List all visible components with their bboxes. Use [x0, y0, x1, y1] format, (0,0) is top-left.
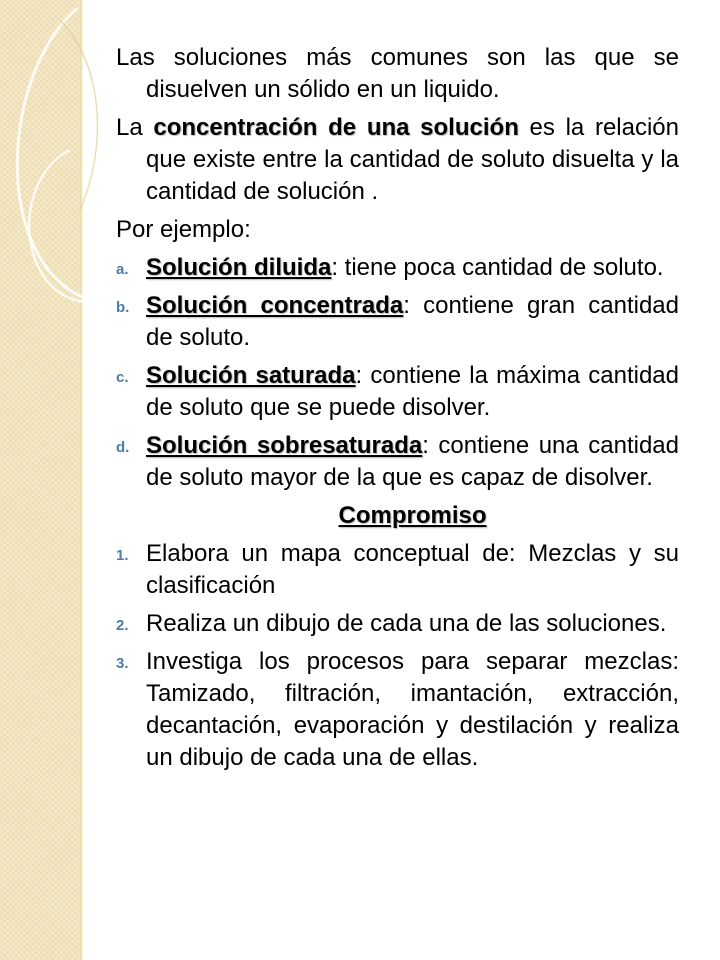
- list-marker: d.: [116, 439, 130, 456]
- list-marker: a.: [116, 261, 129, 278]
- compromiso-item-1: [116, 538, 679, 602]
- solution-description: : contiene gran cantidad de soluto.: [146, 292, 679, 351]
- solution-term: Solución saturada: [146, 362, 356, 389]
- compromiso-heading: Compromiso: [338, 502, 487, 529]
- slide-content: [116, 42, 679, 780]
- compromiso-text: Investiga los procesos para separar mezclas: Tamizado, filtración, imantación, extracción, decantación, evaporación y destilación y realiza un dibujo de cada una de ellas.: [146, 648, 679, 771]
- solution-type-saturada: [116, 360, 679, 424]
- solution-term: Solución diluida: [146, 254, 332, 281]
- concentration-prefix: La: [116, 114, 154, 141]
- list-marker: c.: [116, 369, 129, 386]
- solution-term: Solución sobresaturada: [146, 432, 423, 459]
- list-marker: 2.: [116, 617, 129, 634]
- concentration-paragraph: [116, 112, 679, 208]
- list-marker: 3.: [116, 655, 129, 672]
- example-label: Por ejemplo:: [116, 216, 251, 243]
- compromiso-text: Elabora un mapa conceptual de: Mezclas y su clasificación: [146, 540, 679, 599]
- concentration-term: concentración de una solución: [153, 114, 519, 141]
- compromiso-item-3: [116, 646, 679, 774]
- solution-description: : contiene la máxima cantidad de soluto que se puede disolver.: [146, 362, 679, 421]
- compromiso-item-2: [116, 608, 679, 640]
- solution-type-concentrada: [116, 290, 679, 354]
- concentration-definition: es la relación que existe entre la cantidad de soluto disuelta y la cantidad de solución .: [146, 114, 680, 205]
- solution-type-diluida: [116, 252, 679, 284]
- solution-description: : contiene una cantidad de soluto mayor de la que es capaz de disolver.: [146, 432, 679, 491]
- intro-paragraph: Las soluciones más comunes son las que se disuelven un sólido en un liquido.: [116, 44, 679, 103]
- compromiso-text: Realiza un dibujo de cada una de las soluciones.: [146, 610, 667, 637]
- solution-term: Solución concentrada: [146, 292, 404, 319]
- solution-description: : tiene poca cantidad de soluto.: [331, 254, 664, 281]
- list-marker: b.: [116, 299, 130, 316]
- list-marker: 1.: [116, 547, 129, 564]
- solution-type-sobresaturada: [116, 430, 679, 494]
- compromiso-heading-line: [116, 500, 679, 532]
